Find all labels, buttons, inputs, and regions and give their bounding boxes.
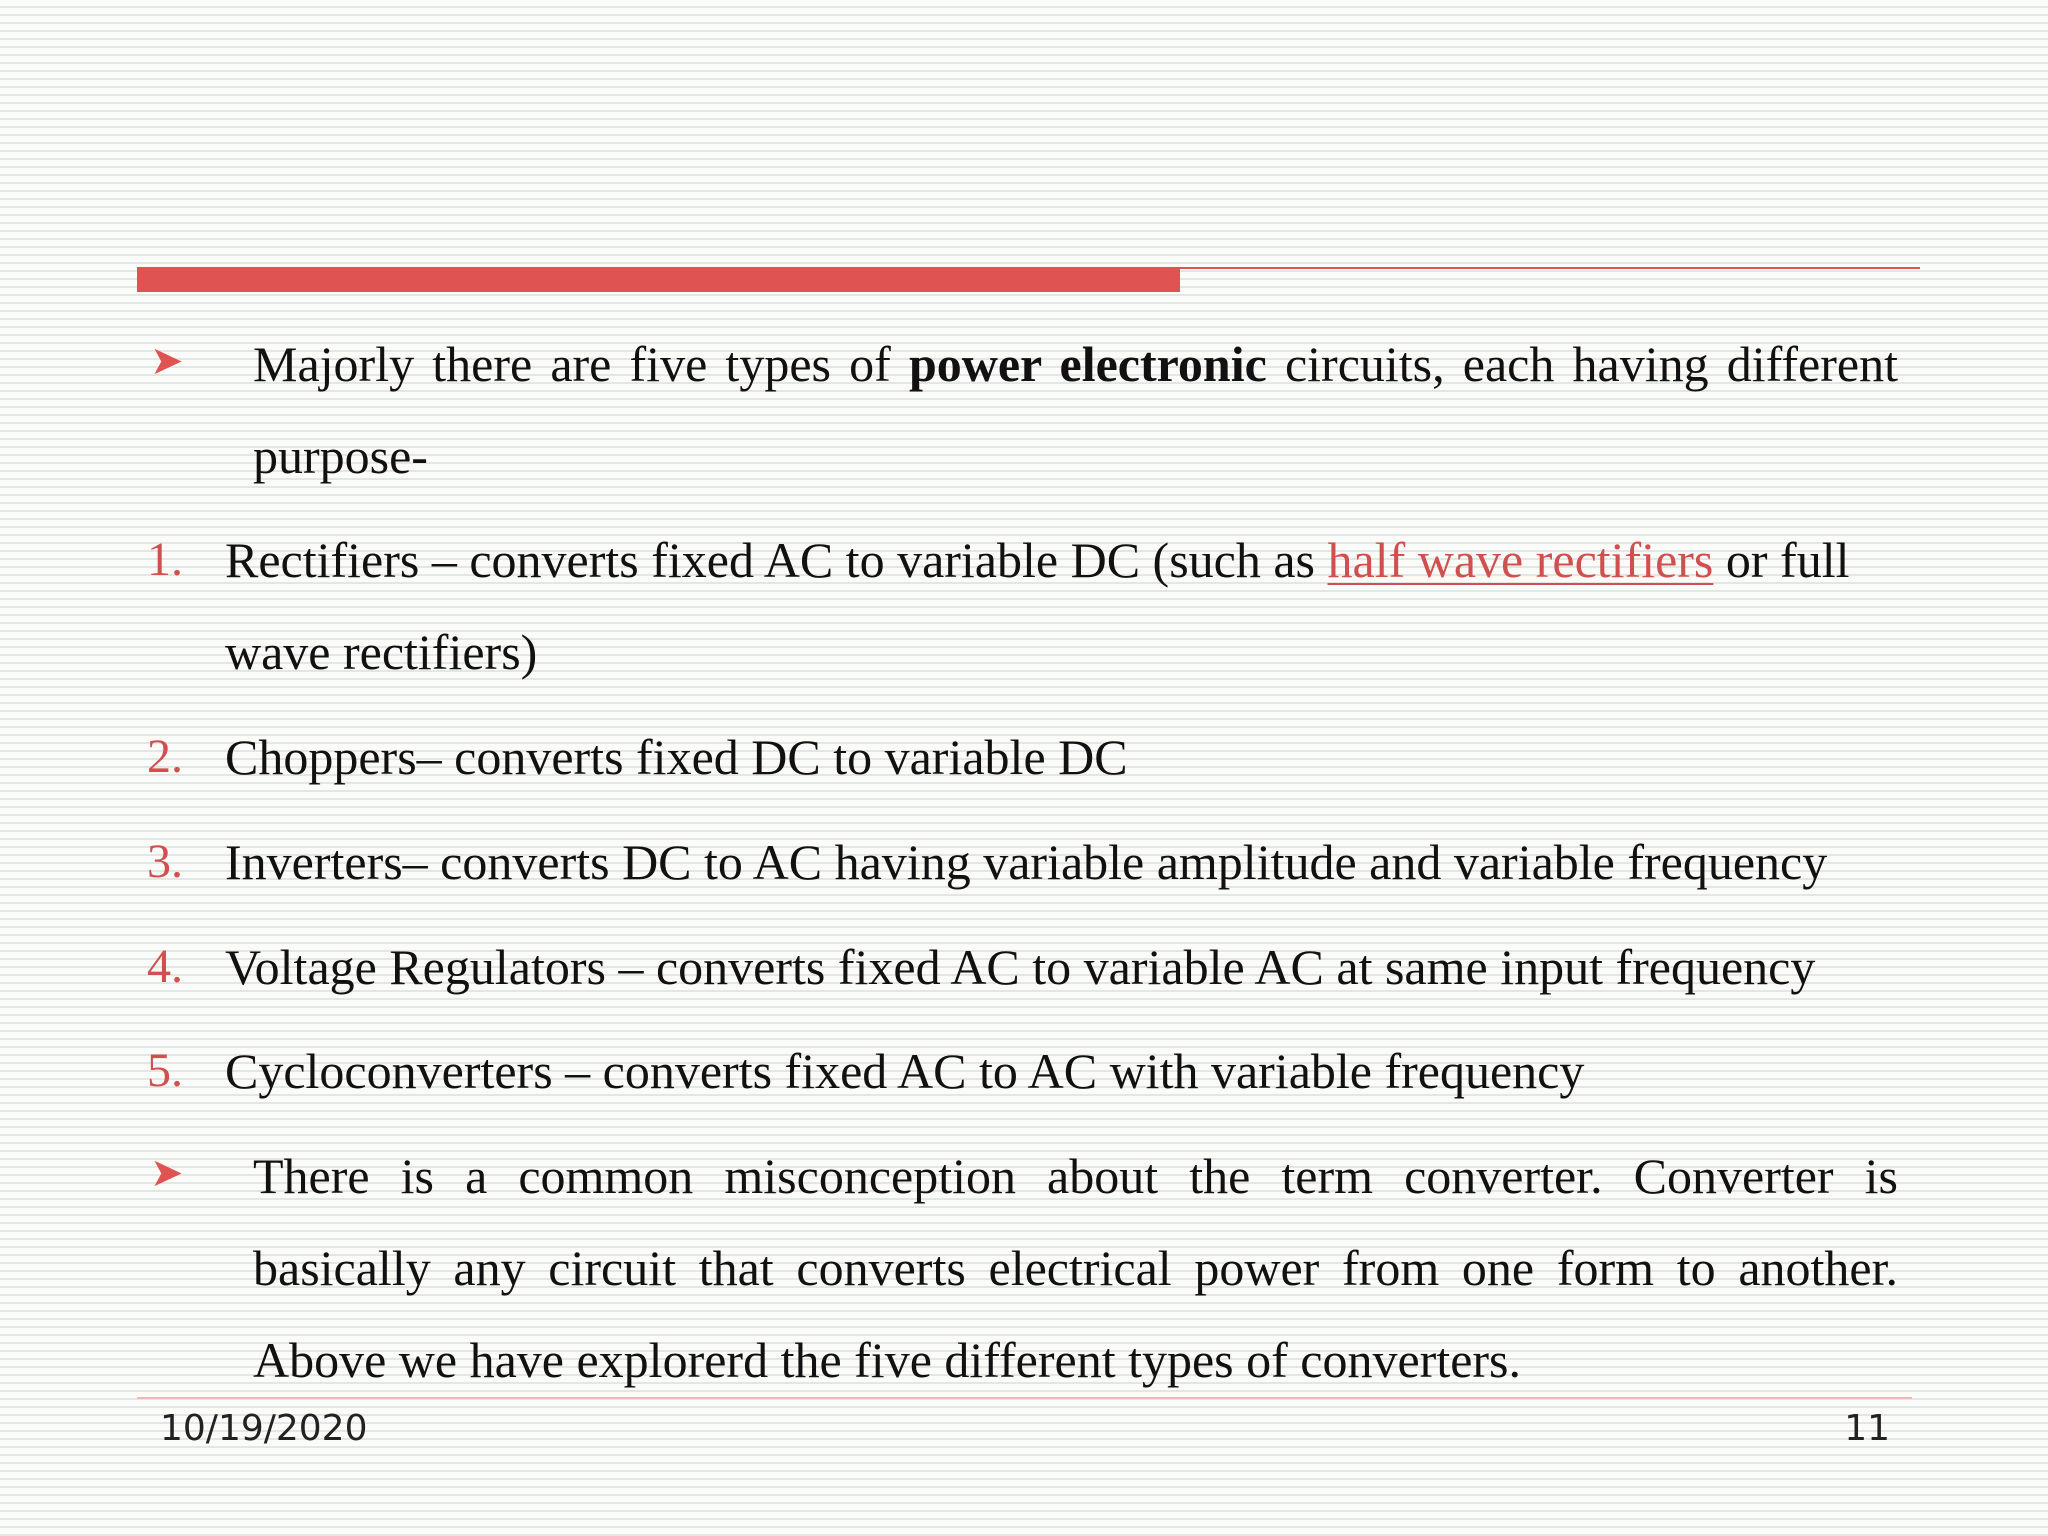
intro-text-bold: power electronic xyxy=(908,336,1267,392)
half-wave-rectifiers-link[interactable]: half wave rectifiers xyxy=(1327,532,1714,588)
list-item-number: 4. xyxy=(147,940,183,993)
list-item-text xyxy=(225,514,1900,698)
intro-text-after: circuits, each having different purpose- xyxy=(253,336,1898,484)
intro-bullet-text xyxy=(253,318,1898,502)
closing-bullet-text: There is a common misconception about the term converter. Converter is basically any circuit that converts electrical power from one form to another. Above we have explorerd the five different types of converters. xyxy=(253,1148,1898,1388)
list-item-number: 5. xyxy=(147,1044,183,1097)
arrow-bullet-icon: ➤ xyxy=(150,1150,184,1196)
footer-date: 10/19/2020 xyxy=(160,1408,368,1449)
list-item-text: Inverters– converts DC to AC having variable amplitude and variable frequency xyxy=(225,834,1828,890)
item1-text-after: or full wave rectifiers) xyxy=(225,532,1850,680)
list-item-number: 1. xyxy=(147,533,183,586)
list-item-text: Cycloconverters – converts fixed AC to AC with variable frequency xyxy=(225,1043,1585,1099)
list-item-text: Voltage Regulators – converts fixed AC to variable AC at same input frequency xyxy=(225,939,1816,995)
item1-text-before: Rectifiers – converts fixed AC to variable DC (such as xyxy=(225,532,1328,588)
list-item-text: Choppers– converts fixed DC to variable DC xyxy=(225,729,1128,785)
arrow-bullet-icon: ➤ xyxy=(150,338,184,384)
list-item-number: 2. xyxy=(147,730,183,783)
intro-text-before: Majorly there are five types of xyxy=(253,336,909,392)
list-item-number: 3. xyxy=(147,835,183,888)
page-number: 11 xyxy=(1844,1408,1890,1449)
footer-divider xyxy=(137,1397,1912,1399)
